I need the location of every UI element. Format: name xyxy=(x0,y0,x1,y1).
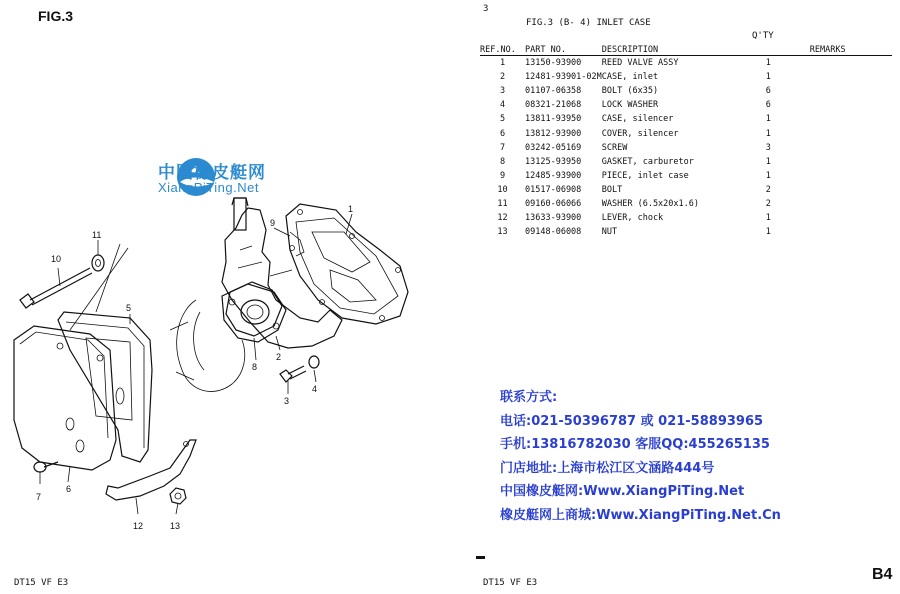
ref-no-cell: 10 xyxy=(497,184,508,195)
description-cell: BOLT xyxy=(601,184,623,195)
contact-website[interactable]: 中国橡皮艇网:Www.XiangPiTing.Net xyxy=(500,484,745,500)
svg-text:8: 8 xyxy=(252,362,258,372)
description-cell: GASKET, carburetor xyxy=(601,156,694,167)
nut-13-drawing xyxy=(170,488,186,504)
description-cell: LEVER, chock xyxy=(601,213,664,224)
description-cell: REED VALVE ASSY xyxy=(601,58,679,69)
part-no-cell: 01107-06358 xyxy=(525,86,582,97)
table-row xyxy=(480,84,892,98)
qty-cell: 1 xyxy=(765,213,771,224)
contact-block xyxy=(500,386,781,528)
ref-no-cell: 12 xyxy=(497,213,508,224)
figure-label: FIG.3 xyxy=(38,8,74,24)
ref-no-cell: 13 xyxy=(497,227,508,238)
ref-no-cell: 4 xyxy=(499,100,506,111)
qty-cell: 1 xyxy=(765,170,771,181)
table-row xyxy=(480,126,892,140)
footer-model-right: DT15 VF E3 xyxy=(483,578,538,588)
part-no-cell: 08321-21068 xyxy=(525,100,582,111)
col-ref-no: REF.NO. xyxy=(480,44,525,56)
table-row xyxy=(480,183,892,197)
table-row xyxy=(480,155,892,169)
parts-list-title: FIG.3 (B- 4) INLET CASE xyxy=(526,18,651,28)
lever-chock-drawing xyxy=(106,440,196,500)
qty-cell: 1 xyxy=(765,58,771,69)
part-no-cell: 12481-93901-02M xyxy=(525,72,602,83)
logo-name-en: XiangPiTing.Net xyxy=(158,180,259,195)
part-no-cell: 13812-93900 xyxy=(525,128,582,139)
svg-text:6: 6 xyxy=(66,484,72,494)
svg-text:10: 10 xyxy=(51,254,62,264)
qty-cell: 1 xyxy=(765,128,771,139)
col-qty xyxy=(766,44,810,56)
qty-cell: 6 xyxy=(765,100,771,111)
table-row xyxy=(480,197,892,211)
ref-no-cell: 6 xyxy=(499,128,506,139)
part-no-cell: 13811-93950 xyxy=(525,114,582,125)
ref-no-cell: 5 xyxy=(499,114,506,125)
table-row xyxy=(480,211,892,225)
ref-no-cell: 9 xyxy=(499,170,506,181)
bolt-3-drawing xyxy=(280,366,306,382)
qty-cell: 2 xyxy=(765,198,771,209)
qty-header: Q'TY xyxy=(752,31,774,41)
table-row xyxy=(480,225,892,239)
lock-washer-4-drawing xyxy=(309,356,319,368)
description-cell: LOCK WASHER xyxy=(601,100,659,111)
part-no-cell: 13633-93900 xyxy=(525,213,582,224)
table-row xyxy=(480,141,892,155)
page-id: B4 xyxy=(872,566,893,583)
remarks-cell xyxy=(810,112,892,126)
qty-cell: 3 xyxy=(765,142,771,153)
ref-no-cell: 7 xyxy=(499,142,506,153)
qty-cell: 1 xyxy=(765,156,771,167)
part-no-cell: 09160-06066 xyxy=(525,198,582,209)
svg-text:13: 13 xyxy=(170,521,181,531)
svg-text:12: 12 xyxy=(133,521,144,531)
ref-no-cell: 8 xyxy=(499,156,506,167)
part-no-cell: 09148-06008 xyxy=(525,227,582,238)
svg-text:7: 7 xyxy=(36,492,42,502)
description-cell: SCREW xyxy=(601,142,628,153)
svg-text:3: 3 xyxy=(284,396,290,406)
footer-model-left: DT15 VF E3 xyxy=(14,578,69,588)
contact-heading: 联系方式: xyxy=(500,390,558,405)
description-cell: NUT xyxy=(601,227,618,238)
remarks-cell xyxy=(810,141,892,155)
contact-shop[interactable]: 橡皮艇网上商城:Www.XiangPiTing.Net.Cn xyxy=(500,507,781,523)
parts-table xyxy=(480,44,892,239)
silencer-cover-drawing xyxy=(14,326,116,470)
qty-cell: 1 xyxy=(765,114,771,125)
table-row xyxy=(480,169,892,183)
page-number: 3 xyxy=(483,4,489,14)
part-no-cell: 03242-05169 xyxy=(525,142,582,153)
logo-name-cn: 中国橡皮艇网 xyxy=(158,163,266,183)
svg-text:5: 5 xyxy=(126,303,132,313)
ref-no-cell: 2 xyxy=(499,72,506,83)
svg-text:2: 2 xyxy=(276,352,282,362)
parts-table-body xyxy=(480,56,892,240)
table-row xyxy=(480,98,892,112)
remarks-cell xyxy=(810,56,892,71)
part-no-cell: 13125-93950 xyxy=(525,156,582,167)
table-row xyxy=(480,112,892,126)
remarks-cell xyxy=(810,211,892,225)
part-no-cell: 01517-06908 xyxy=(525,184,582,195)
col-description: DESCRIPTION xyxy=(602,44,766,56)
contact-phone: 电话:021-50396787 或 021-58893965 xyxy=(500,413,764,429)
description-cell: CASE, inlet xyxy=(601,72,659,83)
remarks-cell xyxy=(810,70,892,84)
table-header-row xyxy=(480,44,892,56)
dash-mark xyxy=(476,556,485,559)
table-row xyxy=(480,70,892,84)
description-cell: WASHER (6.5x20x1.6) xyxy=(601,198,699,209)
svg-text:1: 1 xyxy=(348,204,354,214)
svg-text:9: 9 xyxy=(270,218,276,228)
callouts xyxy=(36,204,353,531)
contact-address: 门店地址:上海市松江区文涵路444号 xyxy=(500,460,715,476)
remarks-cell xyxy=(810,98,892,112)
description-cell: BOLT (6x35) xyxy=(601,86,659,97)
qty-cell: 1 xyxy=(765,72,771,83)
remarks-cell xyxy=(810,169,892,183)
svg-text:4: 4 xyxy=(312,384,318,394)
qty-cell: 1 xyxy=(765,227,771,238)
qty-cell: 6 xyxy=(765,86,771,97)
description-cell: CASE, silencer xyxy=(601,114,674,125)
part-no-cell: 12485-93900 xyxy=(525,170,582,181)
remarks-cell xyxy=(810,126,892,140)
svg-text:11: 11 xyxy=(92,230,102,240)
col-remarks: REMARKS xyxy=(810,44,892,56)
part-no-cell: 13150-93900 xyxy=(525,58,582,69)
remarks-cell xyxy=(810,183,892,197)
contact-mobile-qq: 手机:13816782030 客服QQ:455265135 xyxy=(500,437,770,453)
washer-11-drawing xyxy=(92,255,104,271)
ref-no-cell: 3 xyxy=(499,86,506,97)
remarks-cell xyxy=(810,197,892,211)
description-cell: COVER, silencer xyxy=(601,128,679,139)
remarks-cell xyxy=(810,155,892,169)
silencer-case-drawing xyxy=(58,312,152,462)
remarks-cell xyxy=(810,225,892,239)
remarks-cell xyxy=(810,84,892,98)
reed-valve-drawing xyxy=(286,204,408,324)
table-row xyxy=(480,56,892,71)
ref-no-cell: 11 xyxy=(497,198,508,209)
description-cell: PIECE, inlet case xyxy=(601,170,689,181)
col-part-no: PART NO. xyxy=(525,44,602,56)
bolt-10-drawing xyxy=(20,268,92,308)
ref-no-cell: 1 xyxy=(499,58,506,69)
qty-cell: 2 xyxy=(765,184,771,195)
